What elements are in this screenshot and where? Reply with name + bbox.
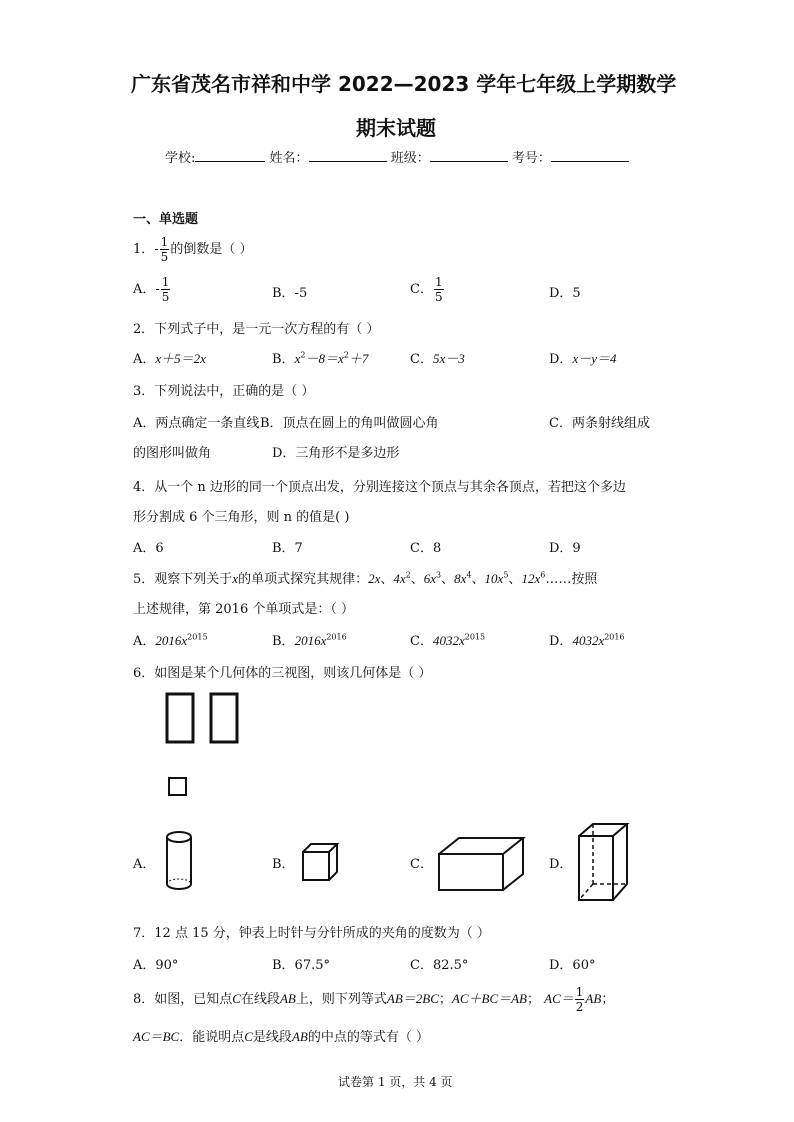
q4-option-a[interactable]: A．6: [133, 541, 164, 556]
cube-figure: [301, 842, 339, 884]
q1-stem-post: 的倒数是（ ）: [170, 242, 253, 257]
q7-option-d[interactable]: D．60°: [549, 958, 596, 973]
question-7: 7．12 点 15 分，钟表上时针与分针所成的夹角的度数为（ ）: [133, 926, 490, 941]
three-view-figure: [160, 688, 250, 803]
tall-prism-figure: [577, 822, 631, 904]
cuboid-figure: [437, 836, 527, 894]
q1-option-b[interactable]: B．-5: [272, 286, 308, 301]
q5-term: 2x: [368, 571, 381, 586]
q2-option-d[interactable]: D．x－y＝4: [549, 351, 617, 367]
question-6: 6．如图是某个几何体的三视图，则该几何体是（ ）: [133, 666, 432, 681]
question-3: 3．下列说法中，正确的是（ ）: [133, 384, 315, 399]
school-label: 学校:: [165, 151, 196, 166]
cylinder-figure: [163, 830, 197, 892]
question-8-line2: AC＝BC．能说明点C是线段AB的中点的等式有（ ）: [133, 1029, 429, 1045]
q3-option-d[interactable]: D．三角形不是多边形: [272, 446, 400, 461]
q1-fraction: $\frac{1}{5}$: [160, 235, 169, 264]
q6-option-a[interactable]: A．: [133, 857, 156, 872]
question-4-line2: 形分割成 6 个三角形，则 n 的值是( ): [133, 510, 350, 525]
q5-term: $8x^4$: [454, 570, 472, 586]
q4-option-d[interactable]: D．9: [549, 541, 581, 556]
question-2: 2．下列式子中，是一元一次方程的有（ ）: [133, 322, 380, 337]
q5-option-d[interactable]: D．$4032x^{2016}$: [549, 632, 625, 649]
q5-term: $4x^2$: [393, 570, 411, 586]
question-5-line2: 上述规律，第 2016 个单项式是：（ ）: [133, 602, 354, 617]
front-view-rect: [167, 694, 193, 742]
question-4-line1: 4．从一个 n 边形的同一个顶点出发，分别连接这个顶点与其余各顶点，若把这个多边: [133, 480, 626, 495]
page-footer: 试卷第 1 页，共 4 页: [338, 1075, 453, 1089]
q6-option-c[interactable]: C．: [410, 857, 433, 872]
q5-option-a[interactable]: A．$2016x^{2015}$: [133, 632, 208, 649]
q6-option-b[interactable]: B．: [272, 857, 295, 872]
q4-option-c[interactable]: C．8: [410, 541, 442, 556]
question-5-line1: 5．观察下列关于x的单项式探究其规律：2x、$4x^2$、$6x^3$、$8x^4$、$10x^5$、$12x^6\dots\dots$按照: [133, 570, 598, 587]
q7-option-c[interactable]: C．82.5°: [410, 958, 469, 973]
question-1: [133, 236, 252, 263]
q4-option-b[interactable]: B．7: [272, 541, 303, 556]
q3-option-a[interactable]: A．两点确定一条直线: [133, 416, 260, 431]
question-8-line1: 8．如图，已知点C在线段AB上，则下列等式AB＝2BC；AC＋BC＝AB； AC＝ $\frac{1}{2}$ AB；: [133, 985, 615, 1014]
q5-option-c[interactable]: C．$4032x^{2015}$: [410, 632, 486, 649]
q1-option-c[interactable]: C． $\frac{1}{5}$: [410, 275, 443, 304]
number-label: 考号：: [511, 151, 551, 166]
q5-term: $12x^6$: [521, 570, 546, 586]
q7-option-a[interactable]: A．90°: [133, 958, 179, 973]
section-heading: 一、单选题: [133, 212, 199, 227]
q5-term: $6x^3$: [423, 570, 442, 586]
top-view-square: [169, 778, 186, 795]
q3-option-c-cont: 的图形叫做角: [133, 446, 212, 461]
q5-term-sequence: 2x、$4x^2$、$6x^3$、$8x^4$、$10x^5$、$12x^6$: [368, 570, 546, 587]
q2-option-c[interactable]: C．5x－3: [410, 351, 465, 367]
class-blank[interactable]: [430, 161, 508, 162]
name-blank[interactable]: [309, 161, 387, 162]
q3-option-c[interactable]: C．两条射线组成: [549, 416, 650, 431]
student-info-line: [165, 147, 629, 166]
number-blank[interactable]: [551, 161, 629, 162]
q2-option-b[interactable]: B．$x^2-8=x^2+7$: [272, 350, 369, 367]
q6-option-d[interactable]: D．: [549, 857, 573, 872]
q5-term: $10x^5$: [484, 570, 509, 586]
name-label: 姓名：: [269, 151, 309, 166]
school-blank[interactable]: [195, 161, 265, 162]
side-view-rect: [211, 694, 237, 742]
q1-stem-pre: 1．-: [133, 242, 159, 257]
exam-title-line2: 期末试题: [356, 116, 436, 140]
exam-title-line1: 广东省茂名市祥和中学 2022—2023 学年七年级上学期数学: [131, 72, 677, 96]
q1-option-d[interactable]: D．5: [549, 286, 581, 301]
q3-option-b[interactable]: B．顶点在圆上的角叫做圆心角: [260, 416, 439, 431]
q1-option-a[interactable]: A．- $\frac{1}{5}$: [133, 275, 170, 304]
q7-option-b[interactable]: B．67.5°: [272, 958, 330, 973]
class-label: 班级：: [390, 151, 430, 166]
q5-option-b[interactable]: B．$2016x^{2016}$: [272, 632, 347, 649]
q2-option-a[interactable]: A．x＋5＝2x: [133, 351, 206, 367]
